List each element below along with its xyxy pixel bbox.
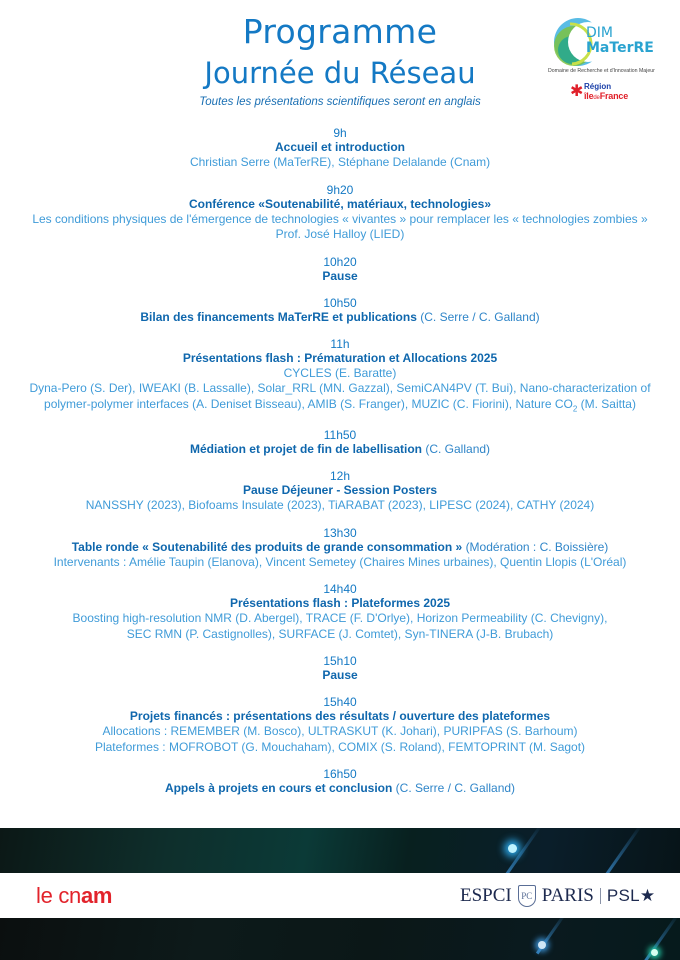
slot-time: 12h xyxy=(329,469,351,484)
slot-note: (C. Serre / C. Galland) xyxy=(395,781,516,796)
slot-title-text: Médiation et projet de fin de labellisation xyxy=(189,442,422,457)
slot-line: CYCLES (E. Baratte) xyxy=(283,365,397,380)
cnam-logo-bold: am xyxy=(80,883,113,908)
slot-line: Dyna-Pero (S. Der), IWEAKI (B. Lassalle), Solar_RRL (MN. Gazzal), SemiCAN4PV (T. Bui), Nano-characterization of xyxy=(29,381,651,395)
slot-title xyxy=(0,197,680,212)
slot-note: (C. Serre / C. Galland) xyxy=(416,309,540,324)
slot-title xyxy=(0,140,680,155)
slot-title xyxy=(0,596,680,611)
slot-title xyxy=(0,709,680,724)
psl-text: PSL★ xyxy=(606,886,656,905)
page-title: Programme xyxy=(242,12,438,51)
dim-materre-logo xyxy=(548,12,680,104)
logo-domaine-text: Domaine de Recherche et d'Innovation Majeur xyxy=(548,68,655,74)
slot-title xyxy=(0,351,680,366)
slot-time: 14h40 xyxy=(323,582,357,597)
espci-text: ESPCI xyxy=(460,885,512,906)
slot-note: (Modération : C. Boissière) xyxy=(465,539,609,554)
slot-title xyxy=(0,310,680,325)
light-streak xyxy=(643,918,680,960)
espci-shield-icon: PC xyxy=(518,885,536,907)
program-slot xyxy=(0,428,680,457)
light-dot xyxy=(538,941,546,949)
slot-line-text: (M. Saitta) xyxy=(580,396,636,411)
slot-time: 10h50 xyxy=(323,295,357,310)
program-slot xyxy=(0,469,680,514)
slot-title-text: Projets financés : présentations des résultats / ouverture des plateformes xyxy=(129,709,551,724)
slot-title-text: Pause xyxy=(322,668,358,683)
slot-line: Intervenants : Amélie Taupin (Elanova), Vincent Semetey (Chaires Mines urbaines), Quentin Llopis (L'Oréal) xyxy=(53,554,627,569)
slot-title xyxy=(0,442,680,457)
program-slot xyxy=(0,337,680,417)
slot-line-text: polymer-polymer interfaces (A. Deniset Bisseau), AMIB (S. Franger), MUZIC (C. Fiorini), Nature CO xyxy=(44,396,573,411)
slot-title-text: Présentations flash : Prématuration et Allocations 2025 xyxy=(182,350,498,365)
logo-materre-text: MaTerRE xyxy=(586,40,654,56)
idf-ile: île xyxy=(584,91,594,101)
logo-idf-text xyxy=(584,91,628,103)
slot-title-text: Présentations flash : Plateformes 2025 xyxy=(229,596,451,611)
slot-title-text: Accueil et introduction xyxy=(274,140,405,154)
light-dot xyxy=(651,949,658,956)
program-slot xyxy=(0,654,680,683)
program-slot xyxy=(0,526,680,571)
paris-text: PARIS xyxy=(541,885,594,906)
slot-title-text: Table ronde « Soutenabilité des produits de grande consommation » xyxy=(71,539,463,554)
slot-time: 9h20 xyxy=(326,182,354,197)
slot-time: 11h xyxy=(330,336,350,351)
light-streak xyxy=(600,828,643,873)
program-slot xyxy=(0,695,680,755)
slot-title xyxy=(0,781,680,796)
programme-list xyxy=(0,126,680,808)
program-slot xyxy=(0,582,680,642)
slot-time: 16h50 xyxy=(323,767,357,782)
slot-time: 15h10 xyxy=(323,654,357,669)
slot-title xyxy=(0,483,680,498)
logo-divider xyxy=(600,888,601,904)
program-slot xyxy=(0,767,680,796)
slot-line: SEC RMN (P. Castignolles), SURFACE (J. Comtet), Syn-TINERA (J-B. Brubach) xyxy=(126,626,554,641)
footer-background-bottom xyxy=(0,918,680,960)
program-slot xyxy=(0,296,680,325)
slot-title-text: Bilan des financements MaTerRE et publications xyxy=(140,309,417,324)
light-dot xyxy=(508,844,517,853)
idf-de: de xyxy=(593,95,600,101)
slot-title xyxy=(0,540,680,555)
slot-line: Plateformes : MOFROBOT (G. Mouchaham), COMIX (S. Roland), FEMTOPRINT (M. Sagot) xyxy=(94,739,586,754)
program-slot xyxy=(0,126,680,171)
espci-psl-logo xyxy=(460,884,655,908)
slot-title-text: Pause xyxy=(322,268,358,283)
program-slot xyxy=(0,255,680,284)
slot-time: 11h50 xyxy=(323,428,357,443)
logo-dim-text: DIM xyxy=(586,25,613,41)
cnam-logo-light: le cn xyxy=(36,883,81,908)
slot-time: 13h30 xyxy=(323,525,357,540)
slot-note: (C. Galland) xyxy=(425,442,491,457)
page-subtitle-event: Journée du Réseau xyxy=(204,56,476,90)
co2-subscript: 2 xyxy=(572,403,578,413)
cnam-logo xyxy=(36,883,112,909)
header xyxy=(0,0,680,115)
program-slot xyxy=(0,183,680,243)
slot-time: 10h20 xyxy=(323,254,357,269)
slot-title xyxy=(0,668,680,683)
idf-france: France xyxy=(599,91,629,101)
slot-title-text: Conférence «Soutenabilité, matériaux, technologies» xyxy=(188,196,492,211)
logo-region-text: Région xyxy=(584,82,612,91)
slot-line: Prof. José Halloy (LIED) xyxy=(275,227,405,241)
slot-time: 9h xyxy=(333,126,347,140)
slot-line: Boosting high-resolution NMR (D. Abergel), TRACE (F. D'Orlye), Horizon Permeability (C. Chevigny), xyxy=(72,611,608,626)
footer-background-top xyxy=(0,828,680,873)
slot-time: 15h40 xyxy=(323,695,357,710)
slot-line: NANSSHY (2023), Biofoams Insulate (2023), TiARABAT (2023), LIPESC (2024), CATHY (2024) xyxy=(85,498,595,513)
slot-line xyxy=(0,397,680,417)
slot-title xyxy=(0,269,680,284)
light-streak xyxy=(500,828,543,873)
slot-line: Christian Serre (MaTerRE), Stéphane Delalande (Cnam) xyxy=(189,155,491,169)
slot-line: Allocations : REMEMBER (M. Bosco), ULTRASKUT (K. Johari), PURIPFAS (S. Barhoum) xyxy=(102,724,578,739)
region-star-icon: ✱ xyxy=(570,83,584,100)
slot-title-text: Appels à projets en cours et conclusion xyxy=(164,781,393,796)
slot-title-text: Pause Déjeuner - Session Posters xyxy=(242,483,438,498)
language-note: Toutes les présentations scientifiques seront en anglais xyxy=(199,96,481,108)
slot-line: Les conditions physiques de l'émergence de technologies « vivantes » pour remplacer les « technologies zombies » xyxy=(32,211,648,226)
